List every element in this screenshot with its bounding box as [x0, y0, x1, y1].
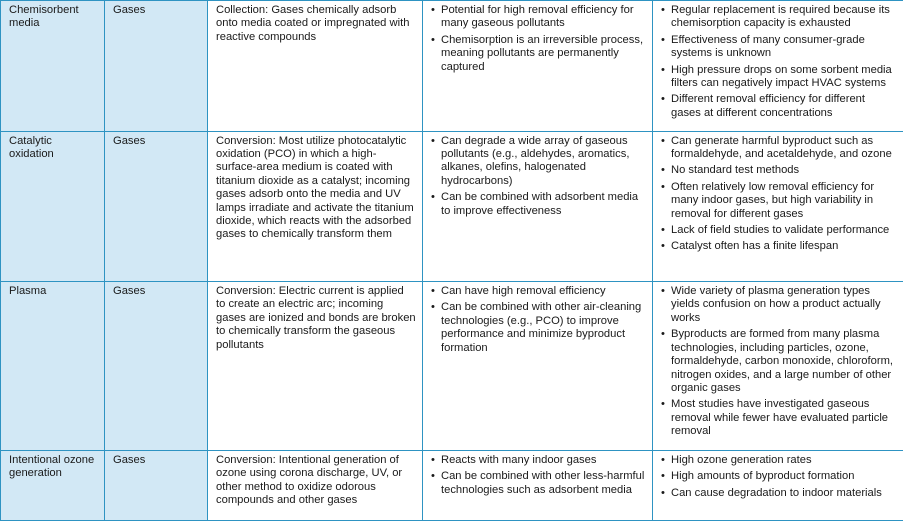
pollutant-cell: Gases — [105, 282, 208, 451]
list-item: • Can be combined with other air-cleaning technologies (e.g., PCO) to improve performance and minimize byproduct formation — [431, 301, 646, 355]
list-item: • Chemisorption is an irreversible process, meaning pollutants are permanently captured — [431, 34, 646, 74]
advantages-cell — [423, 131, 653, 282]
list-item: • Lack of field studies to validate performance — [661, 224, 897, 237]
advantages-cell — [423, 450, 653, 520]
technology-cell: Plasma — [1, 282, 105, 451]
technology-cell: Intentional ozone generation — [1, 450, 105, 520]
list-item: • Often relatively low removal efficiency for many indoor gases, but high variability in removal for different gases — [661, 181, 897, 221]
limitations-list — [661, 285, 897, 438]
list-item: • Wide variety of plasma generation types yields confusion on how a product actually works — [661, 285, 897, 325]
limitations-cell — [653, 131, 903, 282]
mechanism-cell: Collection: Gases chemically adsorb onto media coated or impregnated with reactive compounds — [208, 1, 423, 132]
advantages-cell — [423, 1, 653, 132]
list-item: • Effectiveness of many consumer-grade systems is unknown — [661, 34, 897, 61]
list-item: • High pressure drops on some sorbent media filters can negatively impact HVAC systems — [661, 64, 897, 91]
table-row-catalytic-oxidation — [1, 131, 903, 282]
table-row-plasma — [1, 282, 903, 451]
limitations-cell — [653, 450, 903, 520]
list-item: • Different removal efficiency for different gases at different concentrations — [661, 93, 897, 120]
advantages-list — [431, 285, 646, 355]
list-item: • Can be combined with other less-harmful technologies such as adsorbent media — [431, 470, 646, 497]
advantages-list — [431, 4, 646, 74]
table-row-chemisorbent-media — [1, 1, 903, 132]
advantages-list — [431, 454, 646, 497]
limitations-list — [661, 4, 897, 120]
list-item: • High ozone generation rates — [661, 454, 897, 467]
mechanism-cell: Conversion: Electric current is applied to create an electric arc; incoming gases are ionized and bonds are broken to chemically transform the gaseous pollutants — [208, 282, 423, 451]
list-item: • Can degrade a wide array of gaseous pollutants (e.g., aldehydes, aromatics, alkanes, olefins, halogenated hydrocarbons) — [431, 135, 646, 189]
table-row-intentional-ozone-generation — [1, 450, 903, 520]
list-item: • Regular replacement is required because its chemisorption capacity is exhausted — [661, 4, 897, 31]
pollutant-cell: Gases — [105, 450, 208, 520]
list-item: • Can be combined with adsorbent media to improve effectiveness — [431, 191, 646, 218]
list-item: • Reacts with many indoor gases — [431, 454, 646, 467]
pollutant-cell: Gases — [105, 131, 208, 282]
list-item: • Can cause degradation to indoor materials — [661, 487, 897, 500]
pollutant-cell: Gases — [105, 1, 208, 132]
list-item: • Potential for high removal efficiency for many gaseous pollutants — [431, 4, 646, 31]
mechanism-cell: Conversion: Intentional generation of ozone using corona discharge, UV, or other method to oxidize odorous compounds and other gases — [208, 450, 423, 520]
mechanism-cell: Conversion: Most utilize photocatalytic oxidation (PCO) in which a high-surface-area medium is coated with titanium dioxide as a catalyst; incoming gases adsorb onto the media and UV lamps irradiate and activate the titanium dioxide, which reacts with the adsorbed gases to chemically transform them — [208, 131, 423, 282]
advantages-list — [431, 135, 646, 218]
limitations-cell — [653, 1, 903, 132]
technology-cell: Chemisorbent media — [1, 1, 105, 132]
list-item: • Catalyst often has a finite lifespan — [661, 240, 897, 253]
list-item: • Most studies have investigated gaseous removal while fewer have evaluated particle removal — [661, 398, 897, 438]
limitations-cell — [653, 282, 903, 451]
limitations-list — [661, 135, 897, 254]
list-item: • Can generate harmful byproduct such as formaldehyde, and acetaldehyde, and ozone — [661, 135, 897, 162]
list-item: • High amounts of byproduct formation — [661, 470, 897, 483]
list-item: • Can have high removal efficiency — [431, 285, 646, 298]
limitations-list — [661, 454, 897, 500]
technology-cell: Catalytic oxidation — [1, 131, 105, 282]
advantages-cell — [423, 282, 653, 451]
list-item: • Byproducts are formed from many plasma technologies, including particles, ozone, formaldehyde, carbon monoxide, chloroform, nitrogen oxides, and a large number of other organic gases — [661, 328, 897, 395]
list-item: • No standard test methods — [661, 164, 897, 177]
